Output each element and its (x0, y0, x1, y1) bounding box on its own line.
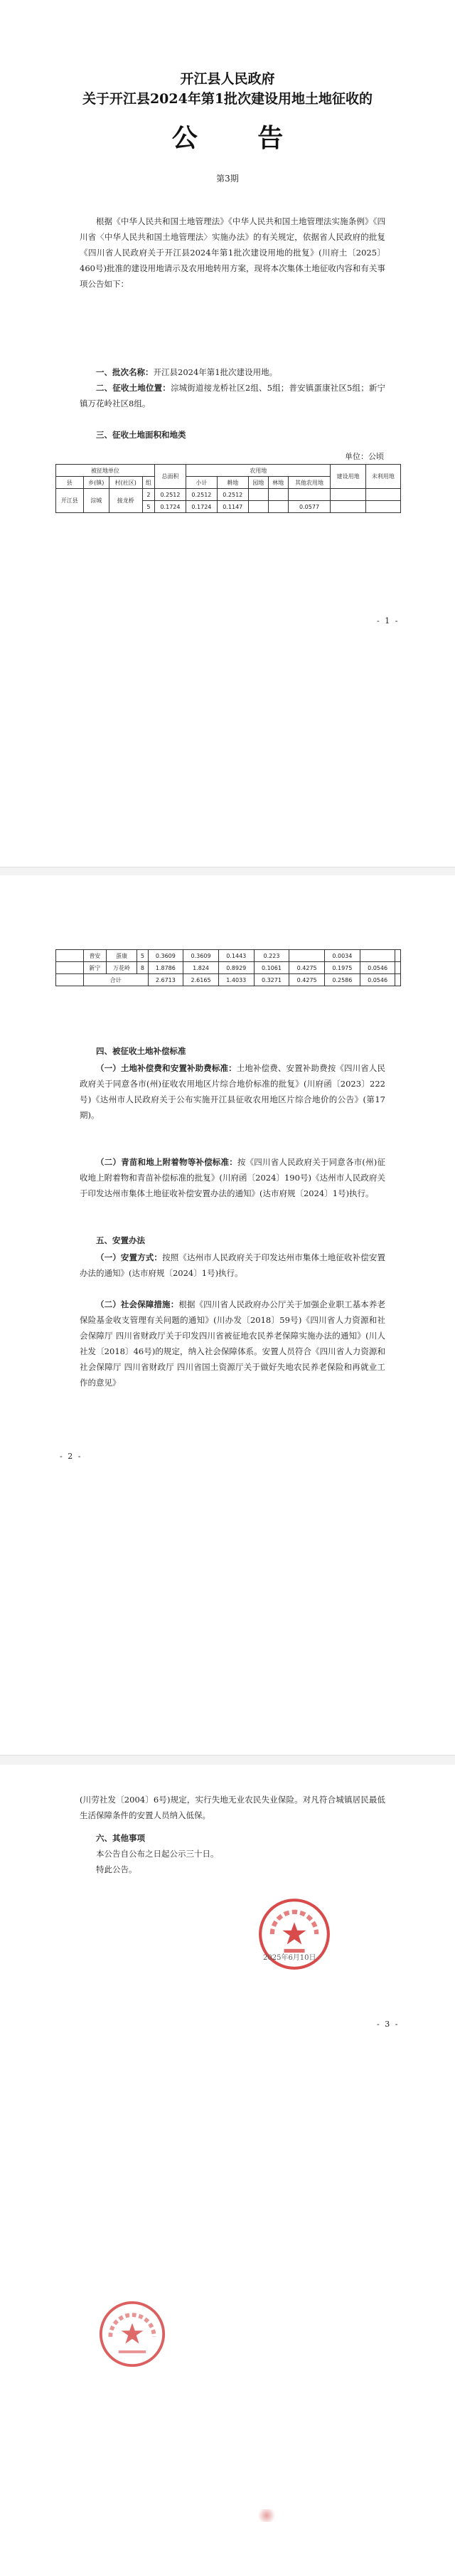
table-cell: 0.2512 (217, 489, 248, 501)
table-cell: 0.0546 (360, 962, 395, 974)
table-cell: 2 (142, 489, 154, 501)
table-cell: 0.0577 (288, 501, 331, 513)
official-seal-back (98, 2300, 166, 2368)
section-4-p1 (80, 1060, 385, 1123)
section-3-title: 三、征收土地面积和地类 (96, 430, 186, 440)
table-cell: 0.4275 (289, 962, 325, 974)
table-cell: 0.223 (254, 950, 289, 962)
table-header-cell: 未利用地 (365, 465, 400, 489)
seal-date: 2025年6月10日 (263, 1954, 316, 1962)
table-cell: 1.824 (183, 962, 219, 974)
table-cell: 0.0546 (360, 974, 395, 986)
table-cell (331, 489, 365, 501)
table-header-cell: 总面积 (155, 465, 186, 489)
intro-paragraph: 根据《中华人民共和国土地管理法》《中华人民共和国土地管理法实施条例》《四川省〈中华人民共和国土地管理法〉实施办法》的有关规定，依据省人民政府的批复《四川省人民政府关于开江县2024年第1批次建设用地的批复》(川府土〔2025〕460号)批准的建设用地请示及农用地转用方案，现将本次集体土地征收内容和有关事项公告如下： (80, 216, 385, 289)
table-cell (56, 962, 84, 974)
seal-icon (98, 2300, 166, 2368)
table-cell (289, 950, 325, 962)
section-4-p2 (80, 1154, 385, 1201)
table-header-cell: 园地 (248, 477, 268, 489)
table-header-cell: 被征地单位 (56, 465, 155, 477)
table-header-cell: 村(社区) (109, 477, 142, 489)
table-header-cell: 小计 (186, 477, 217, 489)
table-cell (56, 974, 84, 986)
issue-number: 第3期 (216, 174, 239, 184)
table-cell: 0.3271 (254, 974, 289, 986)
table-cell: 0.1147 (217, 501, 248, 513)
table-cell: 0.4275 (289, 974, 325, 986)
document-title: 关于开江县2024年第1批次建设用地土地征收的 (82, 91, 373, 107)
section-4-p1-text: 土地补偿费、安置补助费按《四川省人民政府关于同意各市(州)征收农用地区片综合地价标准的批复》(川府函〔2023〕222号)《达州市人民政府关于公布实施开江县征收农用地区片综合地价的公告》(第17期)。 (80, 1063, 385, 1120)
table-cell (331, 501, 365, 513)
section-2 (80, 380, 385, 411)
page-3 (0, 1765, 455, 2576)
notice-period: 本公告自公布之日起公示三十日。 (96, 1849, 219, 1859)
table-cell: 0.1724 (155, 501, 186, 513)
table-cell (288, 489, 331, 501)
land-area-table (55, 464, 401, 513)
table-cell (248, 489, 268, 501)
table-header-cell: 县 (56, 477, 84, 489)
table-cell (365, 501, 400, 513)
table-cell: 合计 (84, 974, 149, 986)
table-cell: 1.4033 (218, 974, 254, 986)
table-cell: 2.6713 (148, 974, 183, 986)
section-5-p1-text: 按照《达州市人民政府关于印发达州市集体土地征收补偿安置办法的通知》(达市府规〔2024〕1号)执行。 (80, 1252, 386, 1278)
table-cell: 0.2512 (155, 489, 186, 501)
section-4-p1-title: （一）土地补偿费和安置补助费标准： (96, 1063, 237, 1073)
table-cell: 8 (137, 962, 148, 974)
table-cell: 5 (137, 950, 148, 962)
section-4-p2-text: 按《四川省人民政府关于同意各市(州)征收地上附着物和青苗补偿标准的批复》(川府函〔2024〕190号)《达州市人民政府关于印发达州市集体土地征收补偿安置办法的通知》(达市府规〔2024〕1号)执行。 (80, 1157, 385, 1198)
table-cell: 0.0034 (325, 950, 360, 962)
page-number: - 2 - (60, 1452, 82, 1461)
page-number: - 3 - (377, 2020, 400, 2029)
table-cell: 0.3609 (148, 950, 183, 962)
section-4-p2-title: （二）青苗和地上附着物等补偿标准： (96, 1157, 237, 1167)
table-cell (248, 501, 268, 513)
table-header-cell: 其他农用地 (288, 477, 331, 489)
table-cell (56, 950, 84, 962)
table-header-cell: 建设用地 (331, 465, 365, 489)
table-cell: 0.2586 (325, 974, 360, 986)
table-cell: 开江县 (56, 489, 84, 513)
table-header-cell: 林地 (268, 477, 288, 489)
table-header-cell: 组 (142, 477, 154, 489)
ink-mark (256, 2509, 277, 2522)
table-cell (395, 950, 401, 962)
table-cell: 万花岭 (106, 962, 137, 974)
section-1 (80, 364, 385, 380)
section-2-text: 淙城街道接龙桥社区2组、5组；普安镇蛋康社区5组；新宁镇万花岭社区8组。 (80, 383, 386, 408)
table-cell (365, 489, 400, 501)
table-header-row (56, 465, 401, 477)
table-cell: 5 (142, 501, 154, 513)
table-cell: 0.1724 (186, 501, 217, 513)
table-row-total (56, 974, 401, 986)
page-1 (0, 0, 455, 875)
section-2-title: 二、征收土地位置： (96, 383, 171, 393)
page-number: - 1 - (377, 616, 400, 625)
table-cell: 0.2512 (186, 489, 217, 501)
section-5-p2-text: 根据《四川省人民政府办公厅关于加强企业职工基本养老保险基金收支管理有关问题的通知》(川办发〔2018〕59号)《四川省人力资源和社会保障厅 四川省财政厅关于印发四川省被征地农民养老保障实施办法的通知》(川人社发〔2018〕46号)的规定，纳入社会保障体系。安置人员符合《四川省人力资源和社会保障厅 四川省财政厅 四川省国土资源厅关于做好失地农民养老保险和再就业工作的意见》 (80, 1299, 386, 1388)
section-1-text: 开江县2024年第1批次建设用地。 (153, 367, 278, 377)
table-cell: 2.6165 (183, 974, 219, 986)
section-6-title: 六、其他事项 (96, 1833, 145, 1843)
table-cell: 蛋康 (106, 950, 137, 962)
table-cell (268, 501, 288, 513)
issuer-title: 开江县人民政府 (180, 71, 275, 87)
table-cell: 0.1443 (218, 950, 254, 962)
table-cell: 接龙桥 (109, 489, 142, 513)
table-cell: 0.3609 (183, 950, 219, 962)
section-5-p2 (80, 1297, 385, 1390)
table-cell: 0.1061 (254, 962, 289, 974)
table-cell: 淙城 (83, 489, 109, 513)
table-cell: 新宁 (84, 962, 107, 974)
continuation-paragraph: (川劳社发〔2004〕6号)规定，实行失地无业农民失业保险。对凡符合城镇居民最低生活保障条件的安置人员纳入低保。 (80, 1795, 385, 1820)
table-cell (360, 950, 395, 962)
table-row (56, 950, 401, 962)
section-4-title: 四、被征收土地补偿标准 (96, 1046, 186, 1056)
section-5-p1-title: （一）安置方式： (96, 1252, 163, 1262)
table-cell: 0.8929 (218, 962, 254, 974)
section-5-p2-title: （二）社会保障措施： (96, 1299, 179, 1309)
table-cell (268, 489, 288, 501)
unit-label: 单位：公顷 (345, 452, 384, 461)
table-cell: 0.1975 (325, 962, 360, 974)
land-area-table-continued (55, 949, 401, 986)
table-cell (395, 962, 401, 974)
table-cell: 普安 (84, 950, 107, 962)
table-row (56, 962, 401, 974)
page-2 (0, 875, 455, 1765)
section-5-title: 五、安置办法 (96, 1235, 145, 1245)
table-row (56, 489, 401, 501)
table-cell: 1.8786 (148, 962, 183, 974)
announcement-heading: 公 告 (171, 123, 309, 153)
table-header-cell: 耕地 (217, 477, 248, 489)
section-5-p1 (80, 1250, 385, 1281)
table-header-cell: 乡(镇) (83, 477, 109, 489)
table-header-cell: 农用地 (186, 465, 331, 477)
section-1-title: 一、批次名称： (96, 367, 154, 377)
closing-phrase: 特此公告。 (96, 1864, 137, 1874)
table-cell (395, 974, 401, 986)
